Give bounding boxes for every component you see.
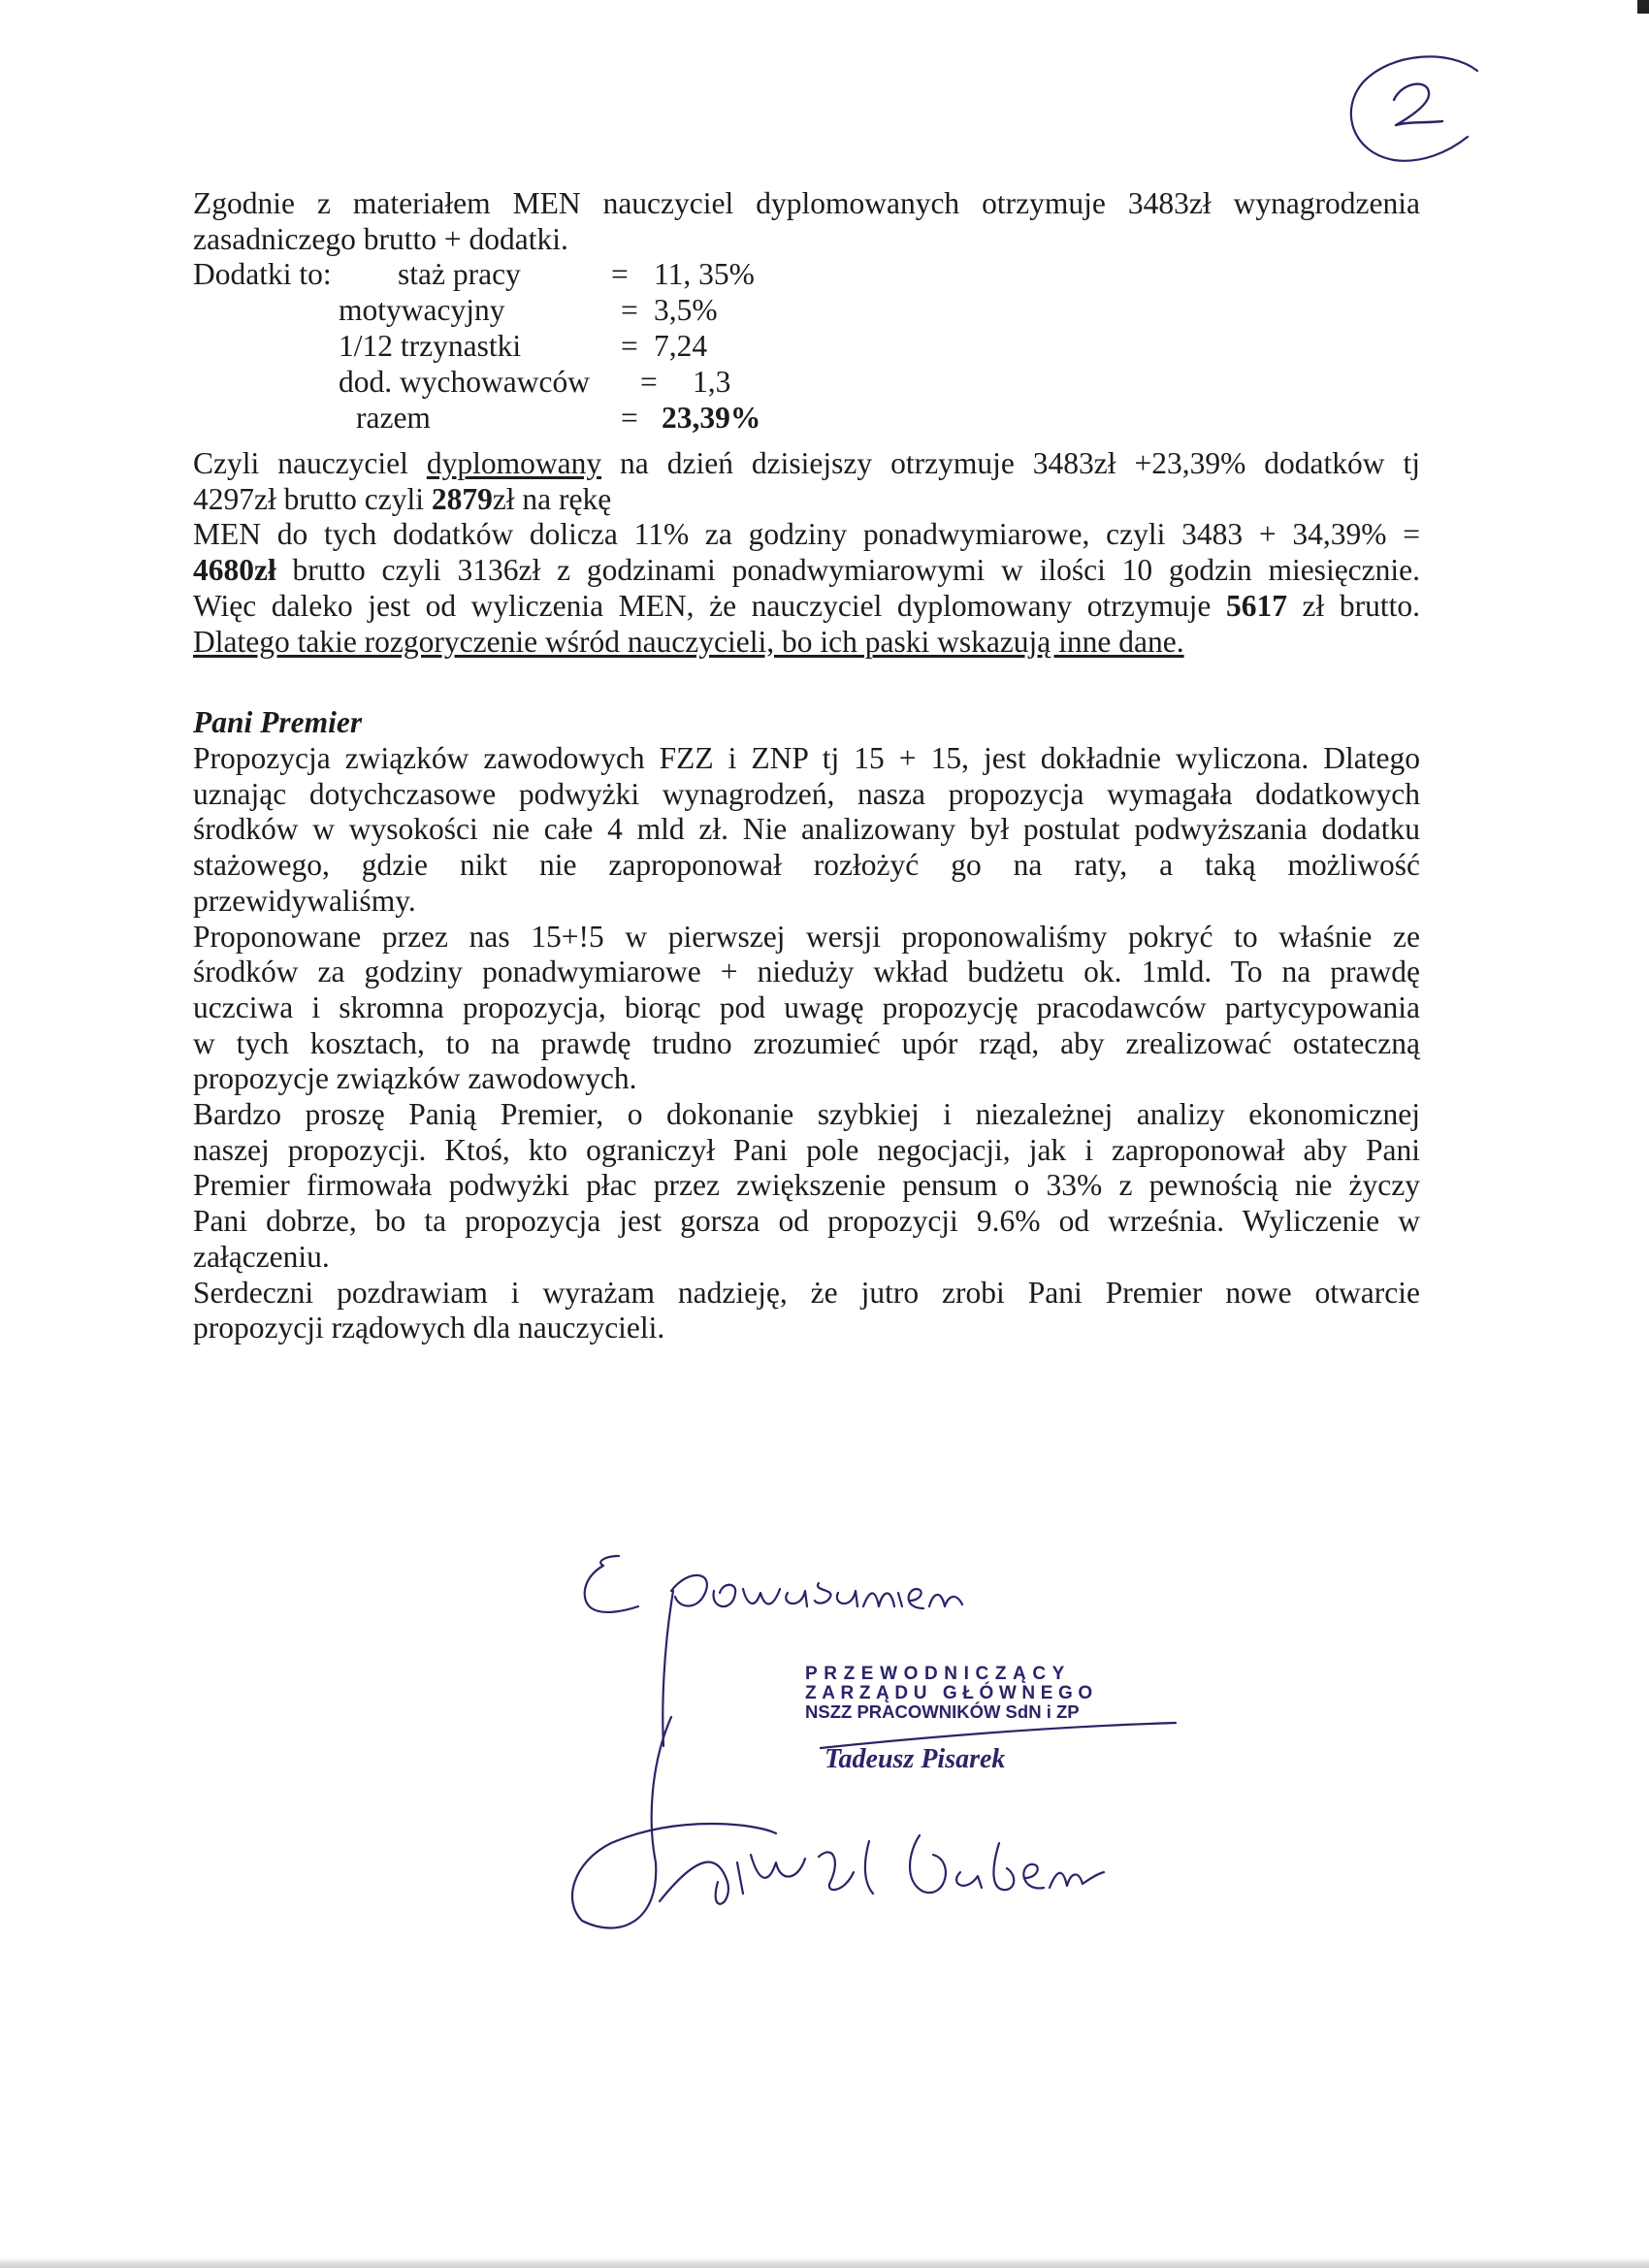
calc-line-2 bbox=[193, 482, 1420, 518]
underlined-sentence: Dlatego takie rozgoryczenie wśród nauczycieli, bo ich paski wskazują inne dane. bbox=[193, 624, 1184, 659]
paragraph-line: Pani dobrze, bo ta propozycja jest gorsza od propozycji 9.6% od września. Wyliczenie w bbox=[193, 1204, 1420, 1239]
paragraph-line: Proponowane przez nas 15+!5 w pierwszej wersji proponowaliśmy pokryć to właśnie ze bbox=[193, 919, 1420, 954]
scan-edge-mark bbox=[1637, 0, 1649, 14]
paragraph-line: propozycje związków zawodowych. bbox=[193, 1061, 637, 1096]
calc-line-4 bbox=[193, 553, 1420, 589]
paragraph-line: uznając dotychczasowe podwyżki wynagrodzeń, nasza propozycja wymagała dodatkowych bbox=[193, 776, 1420, 811]
paragraph-line: stażowego, gdzie nikt nie zaproponował rozłożyć go na raty, a taką możliwość bbox=[193, 848, 1420, 883]
allowance-label: dod. wychowawców bbox=[339, 365, 590, 399]
men-amount: 5617 bbox=[1225, 588, 1287, 623]
official-stamp bbox=[805, 1664, 1098, 1722]
allowance-separator: = bbox=[621, 293, 638, 327]
paragraph-line: załączeniu. bbox=[193, 1239, 330, 1274]
calc-text: brutto czyli 3136zł z godzinami ponadwymiarowymi w ilości 10 godzin miesięcznie. bbox=[275, 553, 1420, 588]
calc-text: 4297zł brutto czyli bbox=[193, 481, 432, 516]
calc-line-5 bbox=[193, 589, 1420, 625]
scan-bottom-edge bbox=[0, 2258, 1649, 2268]
section-heading: Pani Premier bbox=[193, 705, 363, 739]
allowance-label: 1/12 trzynastki bbox=[339, 329, 522, 363]
allowance-total-separator: = bbox=[621, 401, 638, 435]
calc-text: Więc daleko jest od wyliczenia MEN, że nauczyciel dyplomowany otrzymuje bbox=[193, 588, 1226, 623]
paragraph-line: środków za godziny ponadwymiarowe + nieduży wkład budżetu ok. 1mld. To na prawdę bbox=[193, 955, 1420, 989]
allowance-value: 11, 35% bbox=[654, 257, 755, 291]
gross-amount: 4680zł bbox=[193, 553, 276, 588]
circled-number-drawing bbox=[1334, 44, 1489, 170]
paragraph-line: w tych kosztach, to na prawdę trudno zrozumieć upór rząd, aby zrealizować ostateczną bbox=[193, 1025, 1420, 1060]
stamp-union: NSZZ PRACOWNIKÓW SdN i ZP bbox=[805, 1701, 1080, 1722]
paragraph-line: propozycji rządowych dla nauczycieli. bbox=[193, 1311, 665, 1345]
calc-line-6 bbox=[193, 625, 1420, 661]
allowance-value: 3,5% bbox=[654, 293, 718, 327]
allowance-value: 1,3 bbox=[693, 365, 731, 399]
calculation-block bbox=[193, 446, 1420, 660]
stamp-board: ZARZĄDU GŁÓWNEGO bbox=[805, 1683, 1098, 1703]
signature-stroke bbox=[572, 1717, 776, 1928]
allowance-total-value: 23,39% bbox=[662, 401, 761, 435]
net-amount: 2879 bbox=[431, 481, 493, 516]
calc-text: zł na rękę bbox=[492, 481, 612, 516]
calc-line-3: MEN do tych dodatków dolicza 11% za godziny ponadwymiarowe, czyli 3483 + 34,39% = bbox=[193, 517, 1420, 552]
allowance-separator: = bbox=[621, 329, 638, 363]
calc-text: Czyli nauczyciel bbox=[193, 446, 427, 480]
allowance-label: staż pracy bbox=[398, 257, 521, 291]
calc-text: zł brutto. bbox=[1286, 588, 1420, 623]
intro-line-1: Zgodnie z materiałem MEN nauczyciel dyplomowanych otrzymuje 3483zł wynagrodzenia bbox=[193, 186, 1420, 220]
allowance-value: 7,24 bbox=[654, 329, 708, 363]
allowance-label: motywacyjny bbox=[339, 293, 505, 327]
allowance-separator: = bbox=[611, 257, 629, 291]
intro-line-2: zasadniczego brutto + dodatki. bbox=[193, 221, 568, 256]
stamp-title: PRZEWODNICZĄCY bbox=[805, 1664, 1071, 1684]
paragraph-line: przewidywaliśmy. bbox=[193, 883, 416, 918]
intro-block bbox=[193, 186, 1420, 257]
paragraph-line: uczciwa i skromna propozycja, biorąc pod uwagę propozycję pracodawców partycypowania bbox=[193, 989, 1420, 1024]
paragraph-line: Serdeczni pozdrawiam i wyrażam nadzieję, że jutro zrobi Pani Premier nowe otwarcie bbox=[193, 1275, 1420, 1310]
paragraph-line: Premier firmowała podwyżki płac przez zwiększenie pensum o 33% z pewnością nie życzy bbox=[193, 1168, 1420, 1203]
underlined-word: dyplomowany bbox=[426, 446, 602, 480]
paragraph-line: naszej propozycji. Ktoś, kto ograniczył Pani pole negocjacji, jak i zaproponował aby Pani bbox=[193, 1132, 1420, 1167]
allowance-total-label: razem bbox=[356, 401, 431, 435]
body-paragraphs bbox=[193, 741, 1420, 1346]
closing-handwriting bbox=[585, 1556, 638, 1612]
stamp-name: Tadeusz Pisarek bbox=[824, 1744, 1006, 1774]
allowances-lead: Dodatki to: bbox=[193, 257, 332, 291]
allowance-separator: = bbox=[640, 365, 658, 399]
paragraph-line: środków w wysokości nie całe 4 mld zł. Nie analizowany był postulat podwyższania dodatku bbox=[193, 812, 1420, 847]
paragraph-line: Bardzo proszę Panią Premier, o dokonanie szybkiej i niezależnej analizy ekonomicznej bbox=[193, 1097, 1420, 1132]
handwritten-page-number bbox=[1334, 44, 1489, 170]
signature-area bbox=[543, 1533, 1222, 1979]
calc-line-1 bbox=[193, 446, 1420, 482]
calc-text: na dzień dzisiejszy otrzymuje 3483zł +23,39% dodatków tj bbox=[601, 446, 1421, 480]
paragraph-line: Propozycja związków zawodowych FZZ i ZNP tj 15 + 15, jest dokładnie wyliczona. Dlatego bbox=[193, 741, 1420, 775]
